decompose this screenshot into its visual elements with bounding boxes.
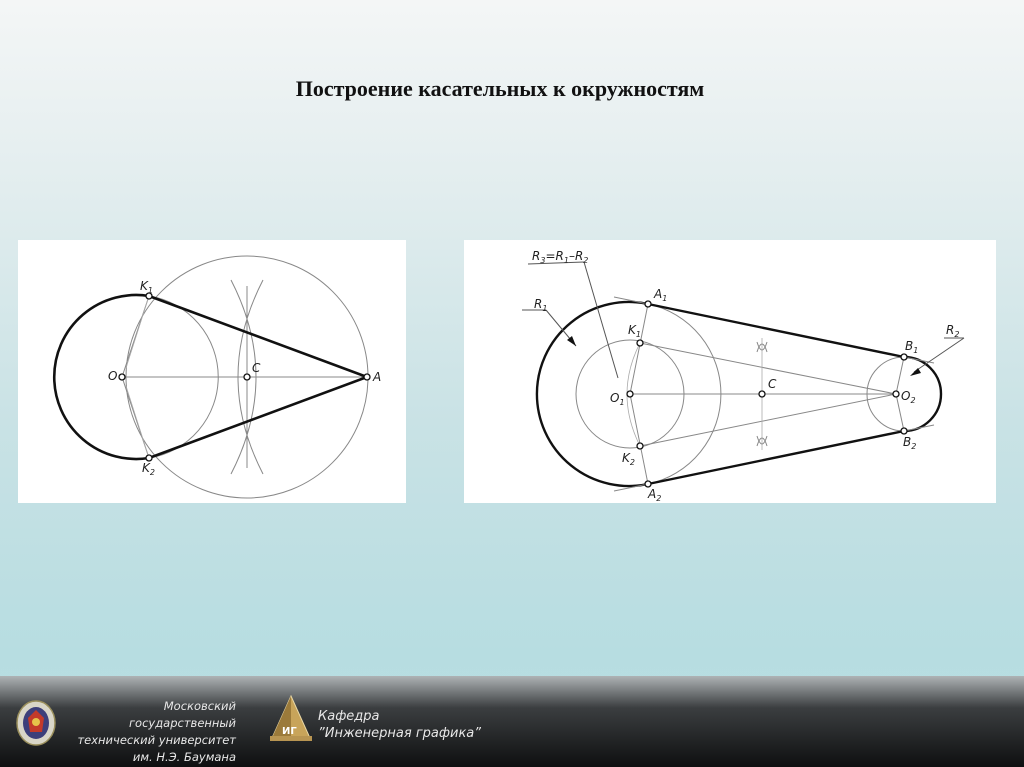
label-C: C xyxy=(768,377,777,391)
label-K2: $K_2$ xyxy=(622,451,635,467)
university-line-1: Московский государственный xyxy=(129,699,236,730)
point-K1 xyxy=(637,340,643,346)
tangent-lower xyxy=(648,431,904,484)
department-name xyxy=(318,708,481,742)
diagram-1-canvas xyxy=(18,240,406,503)
university-emblem-icon xyxy=(16,700,56,746)
label-C: C xyxy=(252,361,261,375)
diagram-tangent-from-point xyxy=(18,240,406,503)
label-A: A xyxy=(373,370,382,384)
university-line-3: им. Н.Э. Баумана xyxy=(132,750,236,764)
label-K1: $K_1$ xyxy=(628,323,641,339)
label-B1: $B_1$ xyxy=(905,339,919,355)
point-O xyxy=(119,374,125,380)
university-line-2: технический университет xyxy=(77,733,236,747)
department-logo-icon xyxy=(268,694,314,742)
label-R2: $R_2$ xyxy=(946,323,960,339)
label-B2: $B_2$ xyxy=(903,435,917,451)
point-B2 xyxy=(901,428,907,434)
point-A1 xyxy=(645,301,651,307)
label-R3: $R_3=R_1-R_2$ xyxy=(532,249,589,265)
point-K2 xyxy=(637,443,643,449)
point-A xyxy=(364,374,370,380)
point-C xyxy=(759,391,765,397)
point-O1 xyxy=(627,391,633,397)
radius-o1-a2 xyxy=(630,394,648,484)
diagram-2-canvas xyxy=(464,240,996,503)
radius-o1-a1 xyxy=(630,304,648,394)
leader-r3 xyxy=(584,262,618,378)
point-C xyxy=(244,374,250,380)
slide-title: Построение касательных к окружностям xyxy=(295,76,705,101)
label-K2: $K_2$ xyxy=(142,461,155,477)
diagram-tangent-two-circles xyxy=(464,240,996,503)
line-k2-o2 xyxy=(640,394,896,446)
label-O1: $O_1$ xyxy=(610,391,625,407)
department-line-1: Кафедра xyxy=(318,709,380,724)
university-name xyxy=(60,698,236,766)
svg-text:ИГ: ИГ xyxy=(282,726,297,737)
tangent-line-lower xyxy=(149,377,367,458)
leader-r2 xyxy=(914,338,964,372)
label-O2: $O_2$ xyxy=(901,389,916,405)
label-R1: $R_1$ xyxy=(534,297,548,313)
label-A2: $A_2$ xyxy=(648,487,662,503)
tangent-upper xyxy=(648,304,904,357)
label-A1: $A_1$ xyxy=(654,287,668,303)
point-O2 xyxy=(893,391,899,397)
label-O: O xyxy=(108,369,118,383)
label-K1: $K_1$ xyxy=(140,279,153,295)
department-line-2: ”Инженерная графика” xyxy=(318,726,482,741)
point-B1 xyxy=(901,354,907,360)
